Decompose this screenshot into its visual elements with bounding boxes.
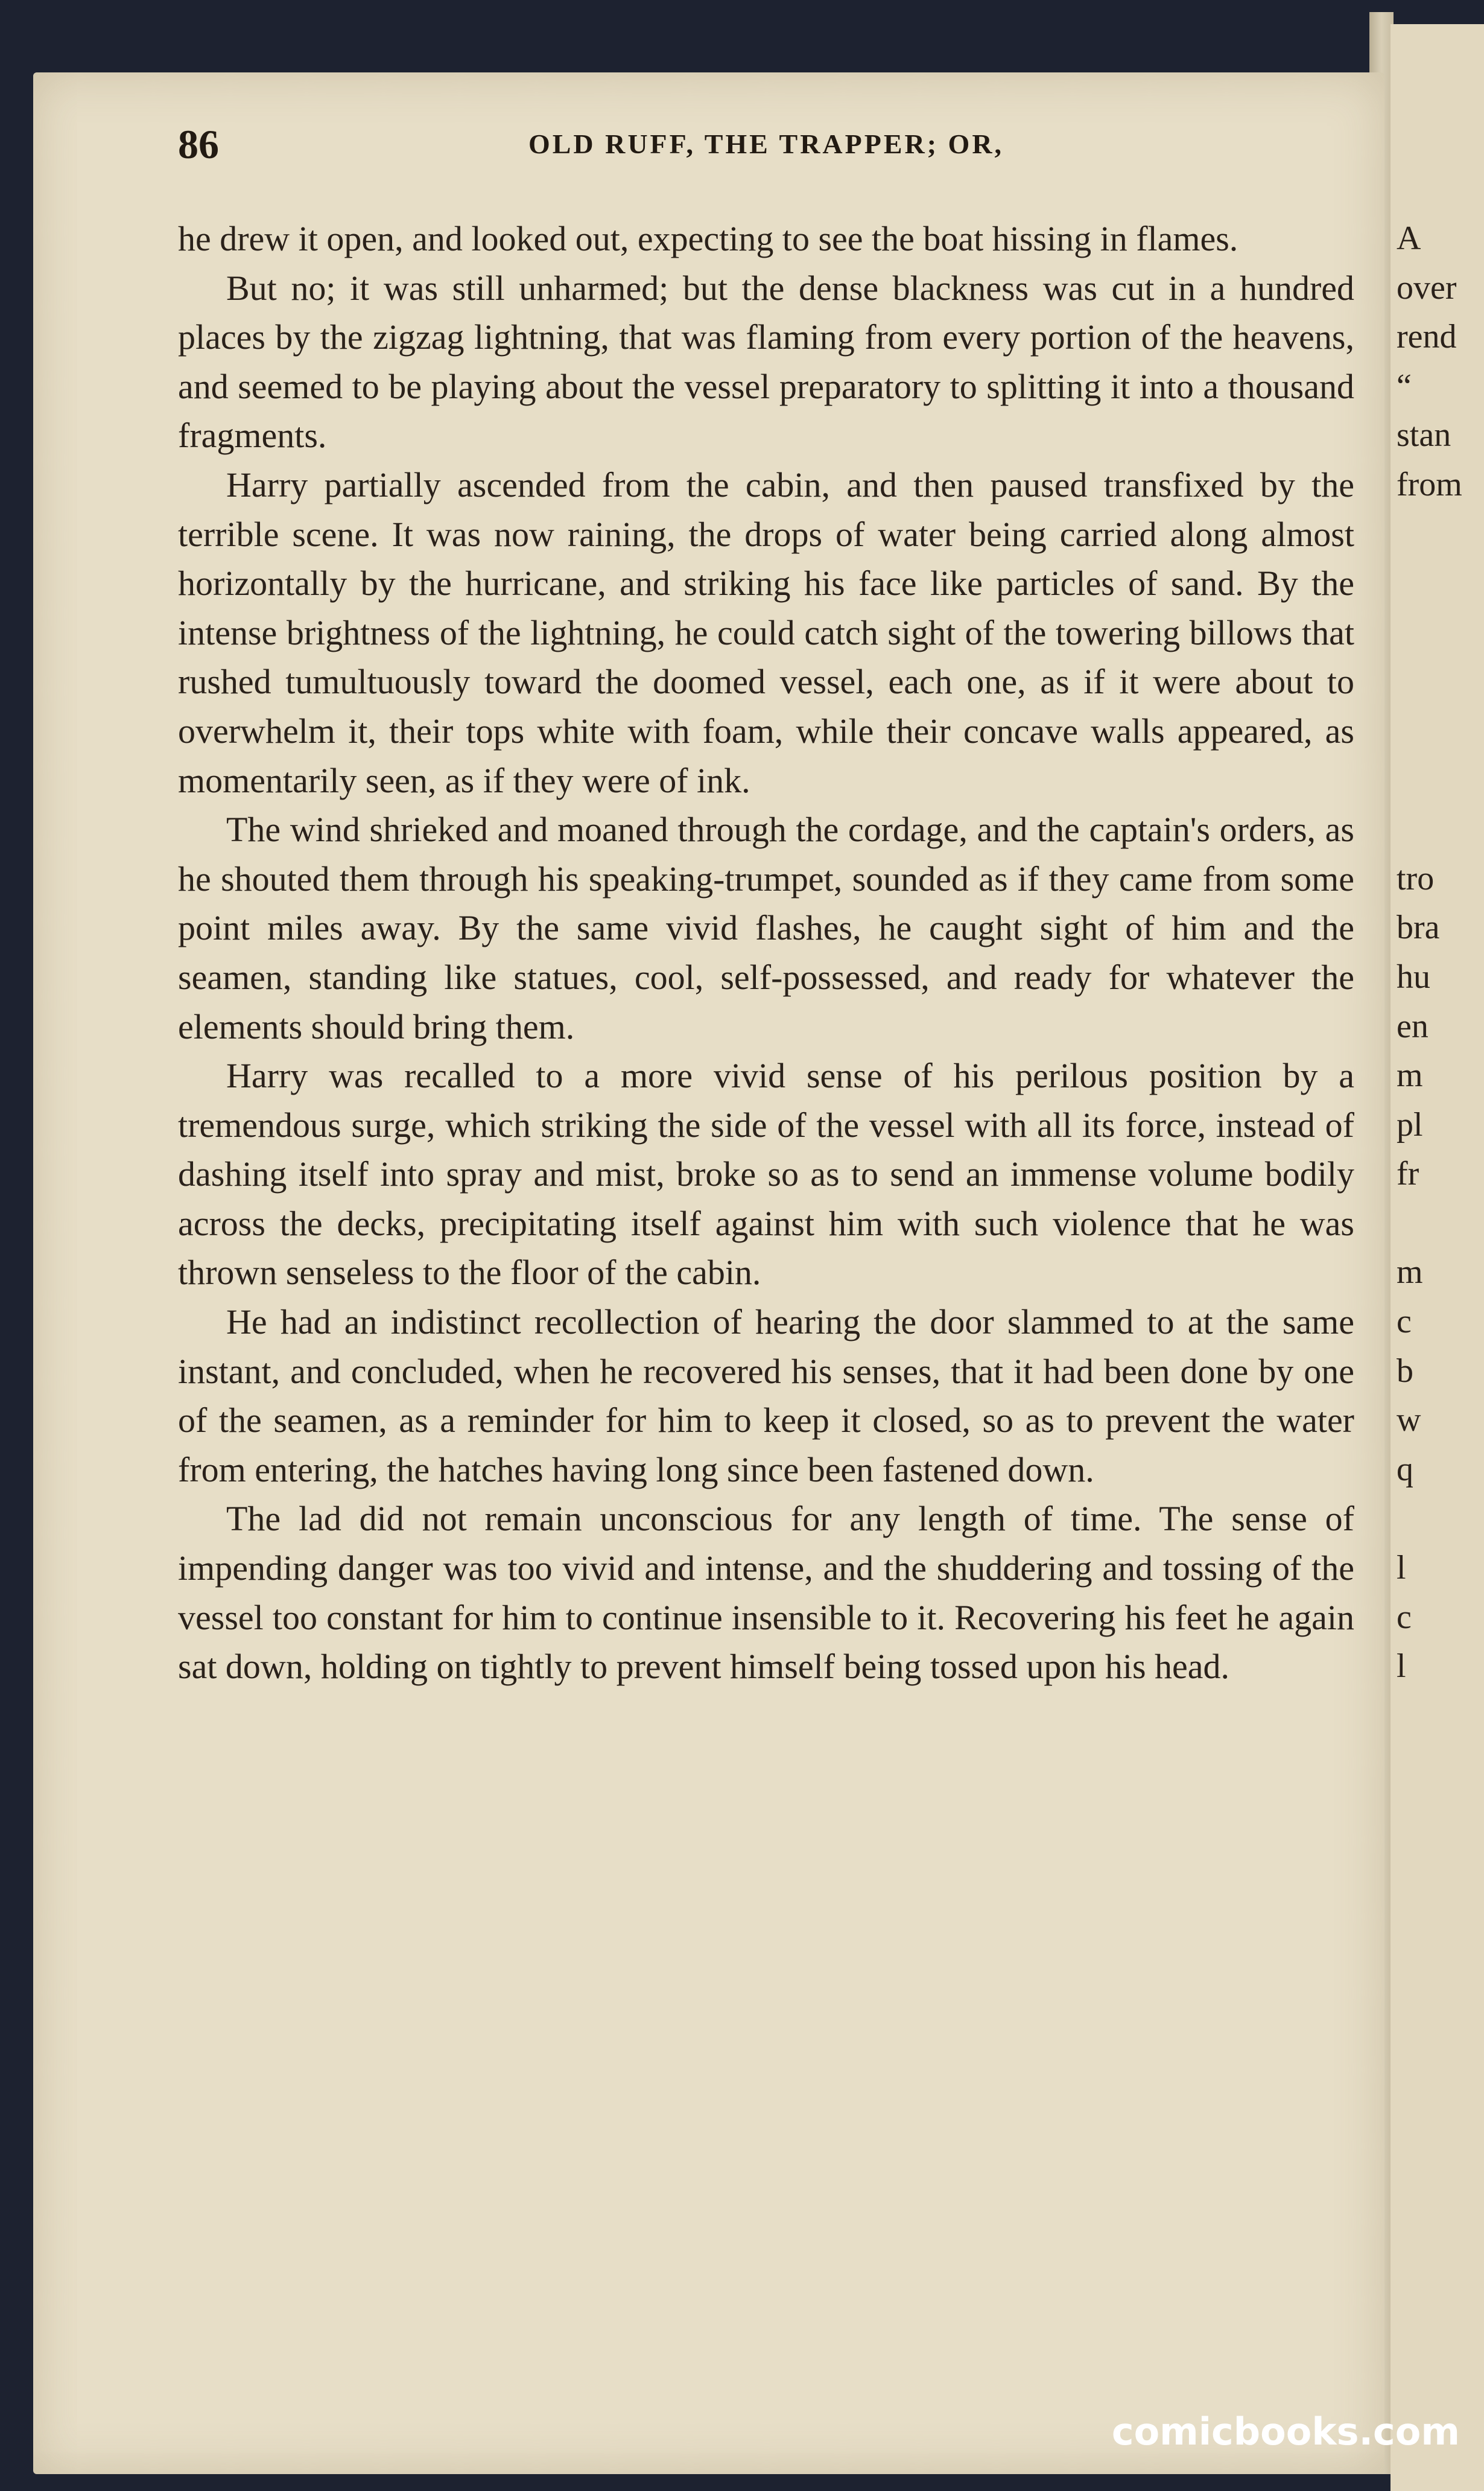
paragraph: Harry partially ascended from the cabin, and then paused transfixed by the terrible scene. It was now raining, the drops of water being carried along almost horizontally by the hurricane, and striking his face like particles of sand. By the intense brightness of the lightning, he could catch sight of the towering billows that rushed tumultuously toward the doomed vessel, each one, as if it were about to overwhelm it, their tops white with foam, while their concave walls appeared, as momentarily seen, as if they were of ink. — [178, 465, 1354, 800]
paragraph: he drew it open, and looked out, expecting to see the boat hissing in flames. — [178, 219, 1238, 258]
facing-line — [1397, 657, 1484, 707]
page-header — [178, 121, 1354, 175]
facing-line — [1397, 1199, 1484, 1249]
facing-line: hu — [1397, 958, 1430, 996]
facing-line: A — [1397, 220, 1421, 257]
facing-line — [1397, 805, 1484, 854]
facing-line — [1397, 608, 1484, 658]
facing-line: tro — [1397, 859, 1435, 897]
site-watermark: comicbooks.com — [1111, 2410, 1460, 2454]
facing-line: “ — [1397, 367, 1412, 405]
facing-line: q — [1397, 1450, 1413, 1488]
page-body — [178, 214, 1354, 1691]
facing-line: rend — [1397, 318, 1457, 356]
facing-line — [1397, 756, 1484, 806]
facing-line: stan — [1397, 416, 1451, 454]
facing-line — [1397, 559, 1484, 608]
facing-page-text — [1397, 214, 1484, 1691]
running-title: OLD RUFF, THE TRAPPER; OR, — [528, 129, 1004, 159]
paragraph: He had an indistinct recollection of hearing the door slammed to at the same instant, and concluded, when he recovered his senses, that it had been done by one of the seamen, as a reminder for him to keep it closed, so as to prevent the water from entering, the hatches having long since been fastened down. — [178, 1302, 1354, 1489]
facing-line: bra — [1397, 909, 1440, 947]
facing-line — [1397, 510, 1484, 559]
facing-line: l — [1397, 1647, 1406, 1685]
facing-line: c — [1397, 1303, 1412, 1341]
facing-line — [1397, 1494, 1484, 1544]
paragraph: The lad did not remain unconscious for any length of time. The sense of impending danger was too vivid and intense, and the shuddering and tossing of the vessel too constant for him to continue insensible to it. Recovering his feet he again sat down, holding on tightly to prevent himself being tossed upon his head. — [178, 1499, 1354, 1687]
facing-line: en — [1397, 1007, 1429, 1045]
facing-line: over — [1397, 269, 1457, 307]
facing-line: l — [1397, 1549, 1406, 1587]
facing-line: w — [1397, 1401, 1421, 1439]
facing-line: pl — [1397, 1106, 1423, 1144]
facing-line: m — [1397, 1057, 1423, 1095]
facing-line: fr — [1397, 1155, 1419, 1193]
facing-line: m — [1397, 1253, 1423, 1291]
facing-line — [1397, 707, 1484, 756]
facing-line: b — [1397, 1352, 1413, 1390]
paragraph: Harry was recalled to a more vivid sense of his perilous position by a tremendous surge, which striking the side of the vessel with all its force, instead of dashing itself into spray and mist, broke so as to send an immense volume bodily across the decks, precipitating itself against him with such violence that he was thrown senseless to the floor of the cabin. — [178, 1056, 1354, 1293]
facing-line: from — [1397, 465, 1462, 503]
paragraph: The wind shrieked and moaned through the cordage, and the captain's orders, as he shouted them through his speaking-trumpet, sounded as if they came from some point miles away. By the same vivid flashes, he caught sight of him and the seamen, standing like statues, cool, self-possessed, and ready for whatever the elements should bring them. — [178, 810, 1354, 1046]
facing-line: c — [1397, 1598, 1412, 1636]
page-number: 86 — [178, 121, 219, 167]
paragraph: But no; it was still unharmed; but the dense blackness was cut in a hundred places by the zigzag lightning, that was flaming from every portion of the heavens, and seemed to be playing about the vessel preparatory to splitting it into a thousand fragments. — [178, 268, 1354, 456]
